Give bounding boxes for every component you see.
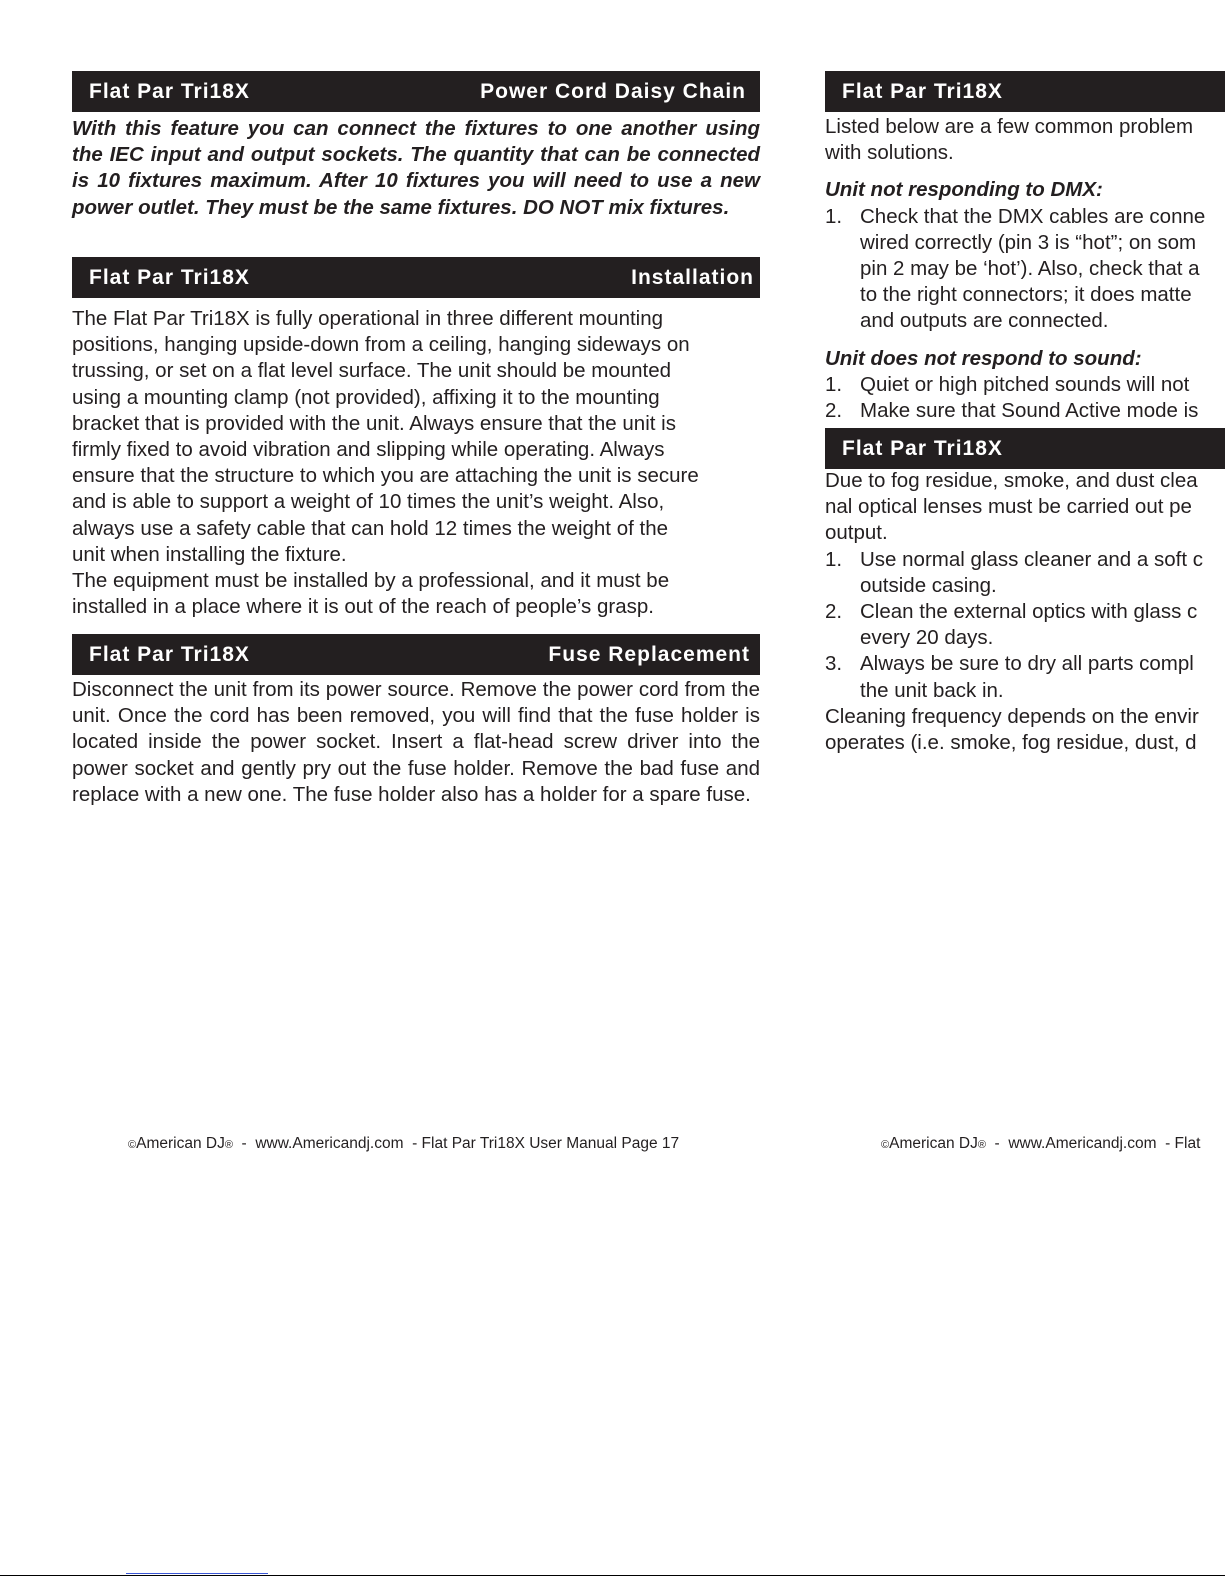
fuse-body: Disconnect the unit from its power source. Remove the power cord from the unit. Once the cord has been removed, you will find that the fuse holder is located inside the power socket. Insert a flat-head screw driver into the power socket and gently pry out the fuse holder. Remove the bad fuse and replace with a new one. The fuse holder also has a holder for a spare fuse. bbox=[72, 678, 760, 806]
fuse-header-bar bbox=[72, 634, 760, 675]
list-text: Clean the external optics with glass c bbox=[860, 600, 1198, 624]
footer-text: - www.Americandj.com - Flat bbox=[985, 1135, 1201, 1152]
cleaning-outro: Cleaning frequency depends on the envir bbox=[825, 704, 1199, 728]
cleaning-intro: nal optical lenses must be carried out pe bbox=[825, 495, 1192, 519]
link-underline bbox=[126, 1573, 268, 1574]
footer-text: - www.Americandj.com - Flat Par Tri18X User Manual Page 17 bbox=[232, 1135, 680, 1152]
installation-line: The Flat Par Tri18X is fully operational in three different mounting bbox=[72, 307, 664, 330]
dmx-list-item bbox=[825, 204, 1225, 335]
cleaning-header-product: Flat Par Tri18X bbox=[842, 437, 1003, 460]
troubleshooting-intro: Listed below are a few common problem bbox=[825, 115, 1194, 138]
cleaning-intro: output. bbox=[825, 521, 888, 545]
daisy-chain-header-bar bbox=[72, 71, 760, 112]
cleaning-list-item bbox=[825, 599, 1225, 651]
installation-line: installed in a place where it is out of the reach of people’s grasp. bbox=[72, 595, 654, 619]
list-text: Use normal glass cleaner and a soft c bbox=[860, 547, 1203, 571]
right-footer bbox=[881, 1135, 1200, 1153]
installation-header-title: Installation bbox=[631, 266, 754, 289]
list-number: 1. bbox=[825, 204, 843, 228]
installation-line: ensure that the structure to which you are attaching the unit is secure bbox=[72, 464, 699, 488]
troubleshooting-header-bar bbox=[825, 71, 1225, 112]
troubleshooting-intro: with solutions. bbox=[825, 141, 954, 165]
list-number: 2. bbox=[825, 399, 843, 423]
list-text: pin 2 may be ‘hot’). Also, check that a bbox=[860, 257, 1200, 281]
installation-line: always use a safety cable that can hold 12 times the weight of the bbox=[72, 516, 668, 540]
list-text: outside casing. bbox=[860, 573, 997, 597]
installation-line: trussing, or set on a flat level surface. The unit should be mounted bbox=[72, 359, 672, 383]
troubleshooting-header-product: Flat Par Tri18X bbox=[842, 80, 1003, 103]
list-text: wired correctly (pin 3 is “hot”; on som bbox=[860, 230, 1197, 254]
cleaning-list-item bbox=[825, 651, 1225, 703]
registered-symbol: ® bbox=[224, 1139, 233, 1151]
cleaning-outro: operates (i.e. smoke, fog residue, dust, d bbox=[825, 731, 1197, 755]
sound-subheading: Unit does not respond to sound: bbox=[825, 346, 1142, 370]
installation-line: using a mounting clamp (not provided), affixing it to the mounting bbox=[72, 385, 660, 409]
installation-line: and is able to support a weight of 10 times the unit’s weight. Also, bbox=[72, 490, 665, 514]
installation-header-bar bbox=[72, 257, 760, 298]
list-text: Quiet or high pitched sounds will not bbox=[860, 372, 1190, 396]
sound-list-item bbox=[825, 372, 1225, 398]
dmx-subheading: Unit not responding to DMX: bbox=[825, 178, 1103, 202]
list-text: Make sure that Sound Active mode is bbox=[860, 399, 1199, 423]
list-text: Always be sure to dry all parts compl bbox=[860, 652, 1194, 676]
cleaning-list-item bbox=[825, 547, 1225, 599]
installation-header-product: Flat Par Tri18X bbox=[89, 266, 250, 289]
footer-brand: American DJ bbox=[136, 1135, 225, 1152]
list-number: 3. bbox=[825, 652, 843, 676]
daisy-chain-header-title: Power Cord Daisy Chain bbox=[480, 80, 746, 103]
cleaning-intro: Due to fog residue, smoke, and dust clea bbox=[825, 469, 1198, 492]
list-text: Check that the DMX cables are conne bbox=[860, 204, 1206, 228]
installation-line: firmly fixed to avoid vibration and slipping while operating. Always bbox=[72, 438, 665, 462]
list-number: 1. bbox=[825, 547, 843, 571]
list-text: and outputs are connected. bbox=[860, 309, 1109, 333]
sound-list-item bbox=[825, 398, 1225, 424]
list-number: 1. bbox=[825, 372, 843, 396]
footer-brand: American DJ bbox=[889, 1135, 978, 1152]
copyright-symbol: © bbox=[881, 1139, 890, 1151]
registered-symbol: ® bbox=[977, 1139, 986, 1151]
daisy-chain-body: With this feature you can connect the fixtures to one another using the IEC input and output sockets. The quantity that can be connected is 10 fixtures maximum. After 10 fixtures you will need to use a new power outlet. They must be the same fixtures. DO NOT mix fixtures. bbox=[72, 117, 760, 219]
list-number: 2. bbox=[825, 600, 843, 624]
installation-body bbox=[72, 306, 760, 620]
fuse-header-title: Fuse Replacement bbox=[548, 643, 750, 666]
list-text: to the right connectors; it does matte bbox=[860, 283, 1192, 307]
daisy-chain-header-product: Flat Par Tri18X bbox=[89, 80, 250, 103]
cleaning-header-bar bbox=[825, 428, 1225, 469]
installation-line: positions, hanging upside-down from a ceiling, hanging sideways on bbox=[72, 333, 690, 357]
list-text: every 20 days. bbox=[860, 626, 994, 650]
list-text: the unit back in. bbox=[860, 678, 1004, 702]
installation-line: unit when installing the fixture. bbox=[72, 542, 347, 566]
copyright-symbol: © bbox=[128, 1139, 137, 1151]
troubleshooting-body bbox=[825, 114, 1225, 424]
left-footer bbox=[128, 1135, 679, 1153]
cleaning-body bbox=[825, 468, 1225, 756]
fuse-header-product: Flat Par Tri18X bbox=[89, 643, 250, 666]
bottom-rule bbox=[0, 1575, 1225, 1576]
installation-line: bracket that is provided with the unit. Always ensure that the unit is bbox=[72, 411, 676, 435]
installation-line: The equipment must be installed by a professional, and it must be bbox=[72, 569, 670, 593]
